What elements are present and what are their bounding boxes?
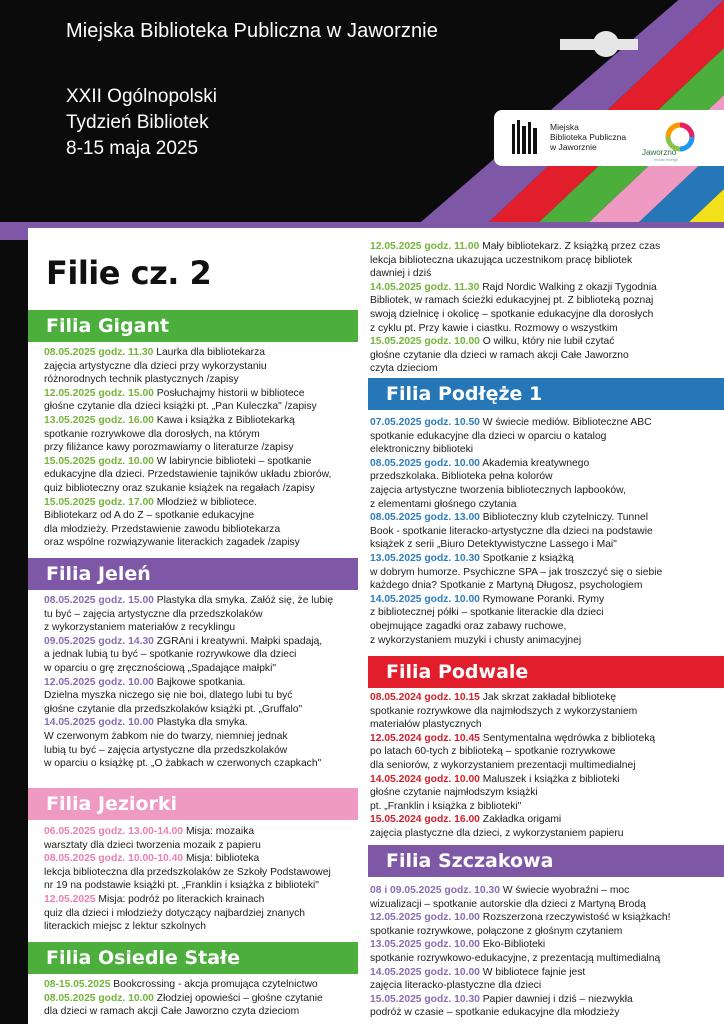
logo-line: w Jaworznie bbox=[550, 142, 597, 152]
event-line bbox=[370, 457, 720, 471]
event-text: quiz biblioteczny oraz szukanie książek na regałach /zapisy bbox=[44, 482, 315, 494]
event-date: 12.05.2025 godz. 10.00 bbox=[44, 676, 154, 688]
event-line bbox=[370, 911, 720, 925]
event-entry bbox=[370, 511, 720, 552]
event-text: dawniej i dziś bbox=[370, 268, 432, 280]
event-text: dla młodzieży. Przedstawienie zawodu bibliotekarza bbox=[44, 523, 281, 535]
event-line bbox=[44, 907, 358, 921]
event-text: po latach 60-tych z biblioteką – spotkanie rozrywkowe bbox=[370, 746, 616, 758]
event-text: edukacyjne dla dzieci. Przedstawienie tajników układu zbiorów, bbox=[44, 469, 332, 481]
event-line bbox=[44, 866, 358, 880]
event-line bbox=[370, 759, 720, 773]
event-text: lekcja biblioteczna ukazująca uczestnikom pracę bibliotek bbox=[370, 254, 633, 266]
event-line bbox=[44, 879, 358, 893]
event-line bbox=[44, 608, 358, 622]
event-line bbox=[370, 240, 720, 254]
event-text: W świecie wyobraźni – moc bbox=[502, 885, 630, 896]
event-line bbox=[44, 716, 358, 730]
event-date: 13.05.2025 godz. 16.00 bbox=[44, 414, 154, 426]
event-date: 15.05.2025 godz. 10.30 bbox=[370, 993, 480, 1005]
event-line bbox=[370, 993, 720, 1007]
event-date: 09.05.2025 godz. 14.30 bbox=[44, 635, 154, 647]
event-text: warsztaty dla dzieci tworzenia mozaik z papieru bbox=[44, 839, 261, 851]
event-date: 14.05.2025 godz. 10.00 bbox=[44, 717, 154, 729]
event-line bbox=[370, 525, 720, 539]
section-entries bbox=[44, 594, 358, 771]
library-name: Miejska Biblioteka Publiczna w Jaworznie bbox=[66, 20, 438, 42]
event-text: zajęcia artystyczne tworzenia bibliotecznych lapbooków, bbox=[370, 484, 626, 496]
event-line bbox=[370, 484, 720, 498]
event-line bbox=[44, 825, 358, 839]
event-line bbox=[370, 254, 720, 268]
event-date: 12.05.2025 godz. 15.00 bbox=[44, 387, 154, 399]
event-text: Biblioteczny klub czytelniczy. Tunnel bbox=[482, 512, 648, 524]
event-line bbox=[370, 430, 720, 444]
section-entries bbox=[44, 825, 358, 934]
event-text: Bibliotekarz od A do Z – spotkanie edukacyjne bbox=[44, 510, 255, 522]
event-entry bbox=[44, 893, 358, 934]
event-line bbox=[370, 498, 720, 512]
event-date: 08-15.05.2025 bbox=[44, 979, 111, 990]
event-text: z cyklu pt. Przy kawie i ciastku. Rozmowy o wszystkim bbox=[370, 322, 618, 334]
event-line bbox=[44, 635, 358, 649]
section-title-osiedle: Filia Osiedle Stałe bbox=[28, 942, 358, 974]
event-entry bbox=[44, 852, 358, 893]
event-entry bbox=[370, 911, 720, 938]
event-line bbox=[44, 920, 358, 934]
jaworzno-logo-text: Jaworzno bbox=[642, 148, 677, 157]
event-text: Sentymentalna wędrówka z biblioteką bbox=[482, 732, 656, 744]
event-text: różnorodnych technik plastycznych /zapisy bbox=[44, 374, 239, 386]
event-entry bbox=[370, 773, 720, 814]
event-date: 14.05.2025 godz. 10.00 bbox=[370, 966, 480, 978]
event-line bbox=[370, 267, 720, 281]
event-date: 13.05.2025 godz. 10.00 bbox=[370, 939, 480, 951]
event-text: dla dzieci w ramach akcji Całe Jaworzno czyta dzieciom bbox=[44, 1006, 300, 1018]
event-entry bbox=[44, 978, 358, 992]
event-text: czyta dzieciom bbox=[370, 363, 438, 375]
event-entry bbox=[44, 594, 358, 635]
event-line bbox=[370, 634, 720, 648]
event-text: materiałów plastycznych bbox=[370, 719, 482, 731]
event-text: Eko-Biblioteki bbox=[482, 939, 546, 951]
event-entry bbox=[370, 457, 720, 511]
event-line bbox=[370, 443, 720, 457]
event-entry bbox=[370, 732, 720, 773]
event-entry bbox=[370, 281, 720, 335]
event-text: Plastyka dla smyka. bbox=[156, 717, 248, 729]
event-line bbox=[44, 703, 358, 717]
event-text: lekcja biblioteczna dla przedszkolaków ze Szkoły Podstawowej bbox=[44, 866, 331, 878]
event-line bbox=[44, 730, 358, 744]
event-date: 08.05.2024 godz. 10.15 bbox=[370, 692, 480, 703]
event-line bbox=[370, 691, 720, 705]
event-line bbox=[370, 745, 720, 759]
event-line bbox=[44, 441, 358, 455]
event-line bbox=[370, 718, 720, 732]
event-line bbox=[44, 496, 358, 510]
event-line bbox=[370, 620, 720, 634]
event-text: spotkanie rozrywkowo-edukacyjne, z prezentacją multimedialną bbox=[370, 952, 661, 964]
event-title-line: Tydzień Bibliotek bbox=[66, 112, 209, 133]
event-line bbox=[370, 552, 720, 566]
event-text: quiz dla dzieci i młodzieży dotyczący najbardziej znanych bbox=[44, 907, 305, 919]
event-entry bbox=[44, 992, 358, 1019]
event-text: Misja: podróż po literackich krainach bbox=[98, 893, 265, 905]
event-entry bbox=[370, 938, 720, 965]
event-text: a jednak lubią tu być – spotkanie rozrywkowe dla dzieci bbox=[44, 649, 297, 661]
event-entry bbox=[44, 496, 358, 550]
event-line bbox=[44, 992, 358, 1006]
event-line bbox=[370, 281, 720, 295]
event-text: Zakładka origami bbox=[482, 814, 562, 826]
event-text: elektroniczny biblioteki bbox=[370, 444, 474, 456]
section-entries bbox=[44, 346, 358, 550]
event-text: obejmujące zagadki oraz zabawy ruchowe, bbox=[370, 620, 567, 632]
event-entry bbox=[370, 993, 720, 1020]
event-text: Złodziej opowieści – głośne czytanie bbox=[156, 992, 323, 1004]
event-text: swoją dzielnicę i okolicę – spotkanie edukacyjne dla dorosłych bbox=[370, 308, 654, 320]
event-text: zajęcia artystyczne dla dzieci przy wykorzystaniu bbox=[44, 360, 267, 372]
event-line bbox=[44, 482, 358, 496]
library-logo-text bbox=[550, 122, 626, 152]
event-text: spotkanie rozrywkowe, połączone z głośnym czytaniem bbox=[370, 925, 623, 937]
event-text: podróż w czasie – spotkanie edukacyjne dla młodzieży bbox=[370, 1007, 620, 1019]
section-entries bbox=[370, 884, 720, 1020]
event-title bbox=[66, 84, 217, 162]
event-text: spotkanie rozrywkowe dla najmłodszych z wykorzystaniem bbox=[370, 705, 638, 717]
event-text: Dzielna myszka niczego się nie boi, dlatego lubi tu być bbox=[44, 690, 293, 702]
event-line bbox=[370, 952, 720, 966]
event-line bbox=[44, 839, 358, 853]
event-text: lubią tu być – zajęcia artystyczne dla przedszkolaków bbox=[44, 744, 288, 756]
event-line bbox=[370, 416, 720, 430]
event-entry bbox=[370, 416, 720, 457]
event-text: Spotkanie z książką bbox=[482, 552, 574, 564]
event-text: tu być – zajęcia artystyczne dla przedszkolaków bbox=[44, 608, 263, 620]
event-text: z wykorzystaniem materiałów z recyklingu bbox=[44, 622, 236, 634]
section-title-podleze: Filia Podłęże 1 bbox=[368, 378, 724, 410]
event-text: przedszkolaka. Biblioteka pełna kolorów bbox=[370, 471, 553, 483]
event-text: Bajkowe spotkania. bbox=[156, 676, 246, 688]
event-line bbox=[370, 470, 720, 484]
event-line bbox=[44, 648, 358, 662]
event-line bbox=[44, 414, 358, 428]
event-line bbox=[44, 757, 358, 771]
event-text: O wilku, który nie lubił czytać bbox=[482, 336, 615, 348]
event-text: Laurka dla bibliotekarza bbox=[156, 347, 265, 358]
event-text: z bibliotecznej półki – spotkanie literackie dla dzieci bbox=[370, 607, 604, 619]
library-logo-icon bbox=[512, 120, 538, 156]
event-line bbox=[44, 523, 358, 537]
section-title-gigant: Filia Gigant bbox=[28, 310, 358, 342]
event-text: Rozszerzona rzeczywistość w książkach! bbox=[482, 912, 671, 924]
event-text: Młodzież w bibliotece. bbox=[156, 496, 257, 508]
event-text: w oparciu o grę zręcznościową „Spadające małpki" bbox=[44, 662, 277, 674]
section-title-jeziorki: Filia Jeziorki bbox=[28, 788, 358, 820]
event-line bbox=[370, 593, 720, 607]
event-entry bbox=[44, 455, 358, 496]
event-line bbox=[44, 346, 358, 360]
event-date: 12.05.2025 godz. 10.00 bbox=[370, 912, 480, 924]
event-text: W bibliotece fajnie jest bbox=[482, 966, 586, 978]
event-line bbox=[370, 884, 720, 898]
event-date: 14.05.2024 godz. 10.00 bbox=[370, 773, 480, 785]
event-text: Plastyka dla smyka. Załóż się, że lubię bbox=[156, 595, 334, 606]
event-text: Posłuchajmy historii w bibliotece bbox=[156, 387, 305, 399]
event-text: głośne czytanie dla dzieci w ramach akcji Całe Jaworzno bbox=[370, 349, 629, 361]
event-date: 15.05.2025 godz. 17.00 bbox=[44, 496, 154, 508]
event-line bbox=[370, 786, 720, 800]
event-line bbox=[370, 606, 720, 620]
event-entry bbox=[44, 676, 358, 717]
logo-line: Biblioteka Publiczna bbox=[550, 132, 627, 142]
event-line bbox=[44, 387, 358, 401]
event-line bbox=[370, 538, 720, 552]
event-entry bbox=[370, 552, 720, 593]
event-line bbox=[44, 455, 358, 469]
program-content bbox=[28, 228, 724, 1024]
event-text: Bibliotek, w ramach ścieżki edukacyjnej pt. Z biblioteką poznaj bbox=[370, 295, 654, 307]
event-text: głośne czytanie najmłodszym książki bbox=[370, 787, 538, 799]
page-heading: Filie cz. 2 bbox=[46, 254, 212, 292]
event-text: z wykorzystaniem muzyki i chusty animacyjnej bbox=[370, 634, 582, 646]
event-title-line: XXII Ogólnopolski bbox=[66, 86, 218, 107]
event-text: w dobrym humorze. Psychiczne SPA – jak troszczyć się o siebie bbox=[370, 566, 663, 578]
event-entry bbox=[370, 884, 720, 911]
section-entries bbox=[370, 416, 720, 647]
event-text: dla seniorów, z wykorzystaniem prezentacji multimedialnej bbox=[370, 759, 636, 771]
event-dates: 8-15 maja 2025 bbox=[66, 138, 199, 159]
event-text: Bookcrossing - akcja promująca czytelnictwo bbox=[113, 979, 318, 990]
event-entry bbox=[370, 966, 720, 993]
event-line bbox=[370, 938, 720, 952]
event-text: Maluszek i książka z biblioteki bbox=[482, 773, 620, 785]
event-line bbox=[370, 294, 720, 308]
event-entry bbox=[370, 813, 720, 840]
event-entry bbox=[370, 691, 720, 732]
event-date: 08.05.2025 godz. 10.00-10.40 bbox=[44, 853, 184, 865]
event-line bbox=[44, 621, 358, 635]
event-line bbox=[370, 979, 720, 993]
event-text: w oparciu o książkę pt. „O żabkach w czerwonych czapkach" bbox=[44, 758, 322, 770]
event-line bbox=[370, 349, 720, 363]
event-text: z elementami głośnego czytania bbox=[370, 498, 517, 510]
event-line bbox=[44, 1005, 358, 1019]
event-date: 12.05.2025 godz. 11.00 bbox=[370, 241, 480, 252]
event-text: Rymowane Poranki. Rymy bbox=[482, 593, 605, 605]
event-text: głośne czytanie dla przedszkolaków książki pt. „Gruffalo" bbox=[44, 703, 303, 715]
event-entry bbox=[44, 414, 358, 455]
event-text: Misja: biblioteka bbox=[185, 853, 260, 865]
event-date: 15.05.2025 godz. 10.00 bbox=[370, 336, 480, 348]
event-line bbox=[370, 566, 720, 580]
event-line bbox=[370, 308, 720, 322]
event-date: 14.05.2025 godz. 10.00 bbox=[370, 593, 480, 605]
event-date: 08.05.2025 godz. 11.30 bbox=[44, 347, 154, 358]
event-date: 12.05.2025 bbox=[44, 893, 96, 905]
event-entry bbox=[44, 346, 358, 387]
event-text: Kawa i książka z Bibliotekarką bbox=[156, 414, 295, 426]
logo-line: Miejska bbox=[550, 122, 579, 132]
logo-card bbox=[494, 110, 724, 166]
section-entries bbox=[370, 691, 720, 841]
event-date: 12.05.2024 godz. 10.45 bbox=[370, 732, 480, 744]
event-line bbox=[44, 852, 358, 866]
event-date: 07.05.2025 godz. 10.50 bbox=[370, 417, 480, 428]
event-line bbox=[370, 1006, 720, 1020]
event-line bbox=[44, 676, 358, 690]
event-line bbox=[44, 689, 358, 703]
event-text: Mały bibliotekarz. Z książką przez czas bbox=[482, 241, 661, 252]
event-date: 06.05.2025 godz. 13.00-14.00 bbox=[44, 826, 184, 837]
section-entries bbox=[44, 978, 358, 1019]
event-date: 13.05.2025 godz. 10.30 bbox=[370, 552, 480, 564]
event-line bbox=[370, 579, 720, 593]
event-text: W czerwonym żabkom nie do twarzy, niemniej jednak bbox=[44, 730, 288, 742]
event-entry bbox=[370, 240, 720, 281]
section-title-podwale: Filia Podwale bbox=[368, 656, 724, 688]
event-line bbox=[370, 813, 720, 827]
event-date: 08.05.2025 godz. 15.00 bbox=[44, 595, 154, 606]
event-line bbox=[44, 536, 358, 550]
event-text: ZGRAni i kreatywni. Małpki spadają, bbox=[156, 635, 323, 647]
event-line bbox=[44, 893, 358, 907]
event-entry bbox=[44, 716, 358, 770]
event-date: 14.05.2025 godz. 11.30 bbox=[370, 281, 480, 293]
event-date: 15.05.2025 godz. 10.00 bbox=[44, 455, 154, 467]
event-text: książek z serii „Biuro Detektywistyczne Lassego i Mai" bbox=[370, 539, 617, 551]
event-line bbox=[44, 468, 358, 482]
event-text: W świecie mediów. Biblioteczne ABC bbox=[482, 417, 652, 428]
event-date: 15.05.2024 godz. 16.00 bbox=[370, 814, 480, 826]
event-entry bbox=[44, 387, 358, 414]
section-title-jelen: Filia Jeleń bbox=[28, 558, 358, 590]
event-text: każdego dnia? Spotkanie z Martyną Długosz, psychologiem bbox=[370, 580, 643, 592]
event-line bbox=[370, 511, 720, 525]
event-line bbox=[370, 335, 720, 349]
event-entry bbox=[370, 593, 720, 647]
event-date: 08.05.2025 godz. 10.00 bbox=[370, 457, 480, 469]
event-date: 08.05.2025 godz. 10.00 bbox=[44, 992, 154, 1004]
event-text: oraz wspólne rozwiązywanie literackich zagadek /zapisy bbox=[44, 537, 300, 549]
event-line bbox=[44, 509, 358, 523]
event-text: przy filiżance kawy porozmawiamy o literaturze /zapisy bbox=[44, 442, 294, 454]
event-line bbox=[370, 773, 720, 787]
event-entry bbox=[370, 335, 720, 376]
section-title-szczakowa: Filia Szczakowa bbox=[368, 845, 724, 877]
event-line bbox=[370, 322, 720, 336]
jaworzno-tagline: źródło energii bbox=[654, 157, 679, 162]
event-line bbox=[370, 800, 720, 814]
event-text: wizualizacji – spotkanie autorskie dla dzieci z Martyną Brodą bbox=[370, 898, 646, 910]
event-line bbox=[370, 925, 720, 939]
event-text: W labiryncie biblioteki – spotkanie bbox=[156, 455, 312, 467]
event-text: Akademia kreatywnego bbox=[482, 457, 590, 469]
event-line bbox=[370, 898, 720, 912]
event-entry bbox=[44, 825, 358, 852]
event-text: Rajd Nordic Walking z okazji Tygodnia bbox=[482, 281, 657, 293]
event-text: zajęcia literacko-plastyczne dla dzieci bbox=[370, 980, 542, 992]
event-text: Misja: mozaika bbox=[185, 826, 255, 837]
event-line bbox=[370, 705, 720, 719]
event-text: Book - spotkanie literacko-artystyczne dla dzieci na podstawie bbox=[370, 525, 653, 537]
event-text: głośne czytanie dla dzieci książki pt. „Pan Kuleczka" /zapisy bbox=[44, 401, 317, 413]
event-line bbox=[44, 744, 358, 758]
event-line bbox=[370, 827, 720, 841]
event-text: spotkanie rozrywkowe dla dorosłych, na którym bbox=[44, 428, 260, 440]
event-text: spotkanie edukacyjne dla dzieci w oparciu o katalog bbox=[370, 430, 607, 442]
event-line bbox=[44, 373, 358, 387]
event-text: zajęcia plastyczne dla dzieci, z wykorzystaniem papieru bbox=[370, 827, 624, 839]
event-line bbox=[44, 662, 358, 676]
event-date: 08.05.2025 godz. 13.00 bbox=[370, 512, 480, 524]
poster-header bbox=[0, 0, 724, 240]
event-date: 08 i 09.05.2025 godz. 10.30 bbox=[370, 885, 500, 896]
event-line bbox=[370, 362, 720, 376]
event-line bbox=[370, 732, 720, 746]
event-line bbox=[44, 360, 358, 374]
event-text: pt. „Franklin i książka z biblioteki" bbox=[370, 800, 522, 812]
event-line bbox=[44, 428, 358, 442]
event-text: nr 19 na podstawie książki pt. „Franklin i książka z biblioteki" bbox=[44, 880, 319, 892]
event-text: Jak skrzat zakładał bibliotekę bbox=[482, 692, 617, 703]
event-text: Papier dawniej i dziś – niezwykła bbox=[482, 993, 633, 1005]
event-line bbox=[370, 966, 720, 980]
event-entry bbox=[44, 635, 358, 676]
section-entries bbox=[370, 240, 720, 376]
event-line bbox=[44, 978, 358, 992]
event-line bbox=[44, 400, 358, 414]
event-line bbox=[44, 594, 358, 608]
event-text: literackich miejsc z lektur szkolnych bbox=[44, 921, 206, 933]
